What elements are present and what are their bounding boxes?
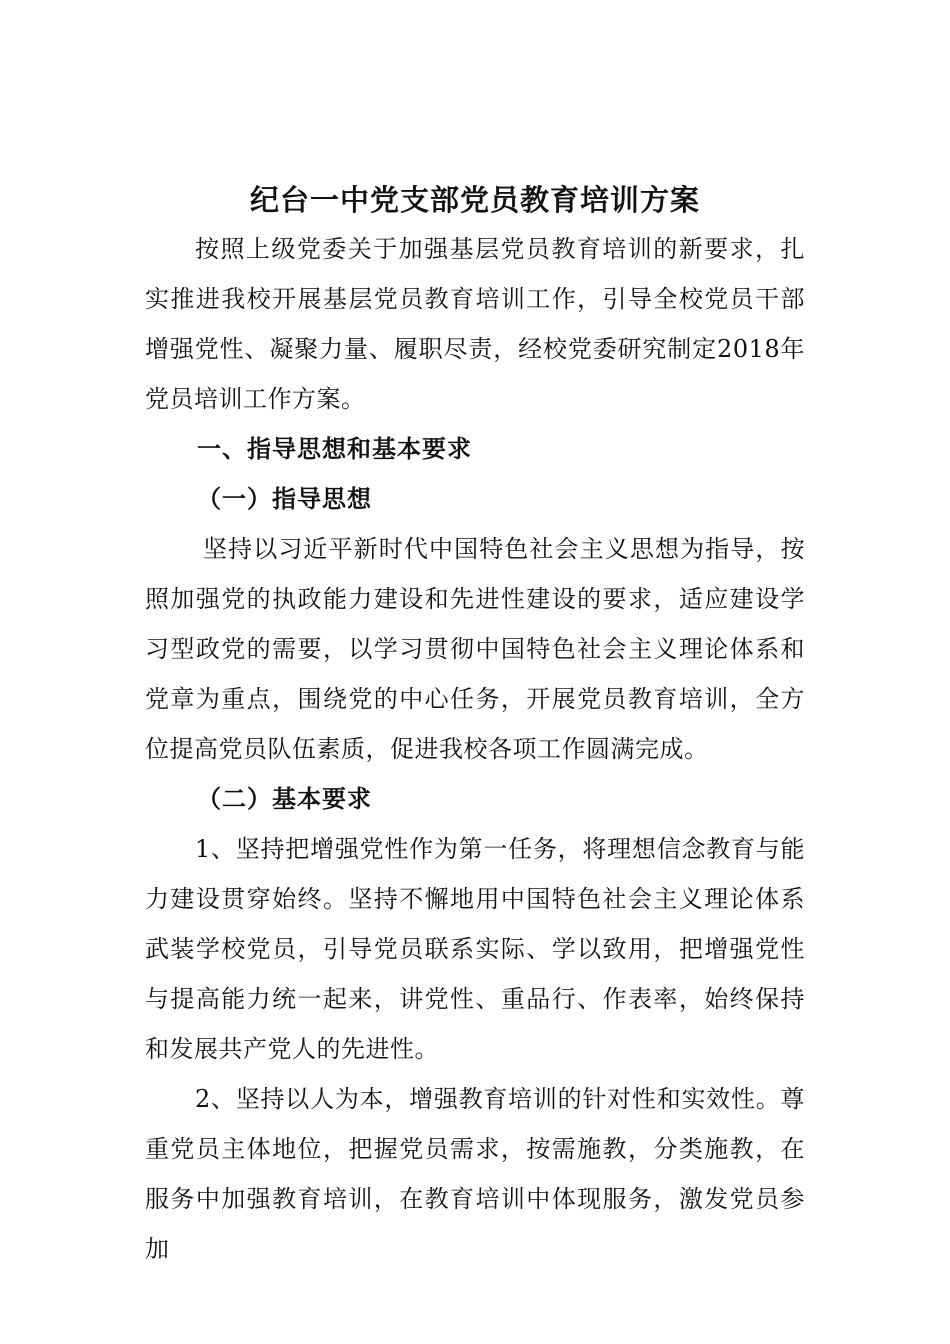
- section-heading-guiding-thought-and-requirements: 一、指导思想和基本要求: [197, 435, 472, 463]
- subsection-heading-guiding-thought: （一）指导思想: [197, 485, 372, 513]
- requirement-1-paragraph: 1、坚持把增强党性作为第一任务，将理想信念教育与能力建设贯穿始终。坚持不懈地用中国特色社会主义理论体系武装学校党员，引导党员联系实际、学以致用，把增强党性与提高能力统一起来，讲党性、重品行、作表率，始终保持和发展共产党人的先进性。: [145, 835, 805, 1063]
- guiding-thought-paragraph: 坚持以习近平新时代中国特色社会主义思想为指导，按照加强党的执政能力建设和先进性建设的要求，适应建设学习型政党的需要，以学习贯彻中国特色社会主义理论体系和党章为重点，围绕党的中心任务，开展党员教育培训，全方位提高党员队伍素质，促进我校各项工作圆满完成。: [145, 535, 805, 763]
- intro-paragraph: 按照上级党委关于加强基层党员教育培训的新要求，扎实推进我校开展基层党员教育培训工作，引导全校党员干部增强党性、凝聚力量、履职尽责，经校党委研究制定2018年党员培训工作方案。: [145, 235, 805, 413]
- document-title: 纪台一中党支部党员教育培训方案: [249, 183, 700, 217]
- subsection-heading-basic-requirements: （二）基本要求: [197, 785, 372, 813]
- requirement-2-paragraph: 2、坚持以人为本，增强教育培训的针对性和实效性。尊重党员主体地位，把握党员需求，按需施教，分类施教，在服务中加强教育培训，在教育培训中体现服务，激发党员参加: [145, 1085, 805, 1263]
